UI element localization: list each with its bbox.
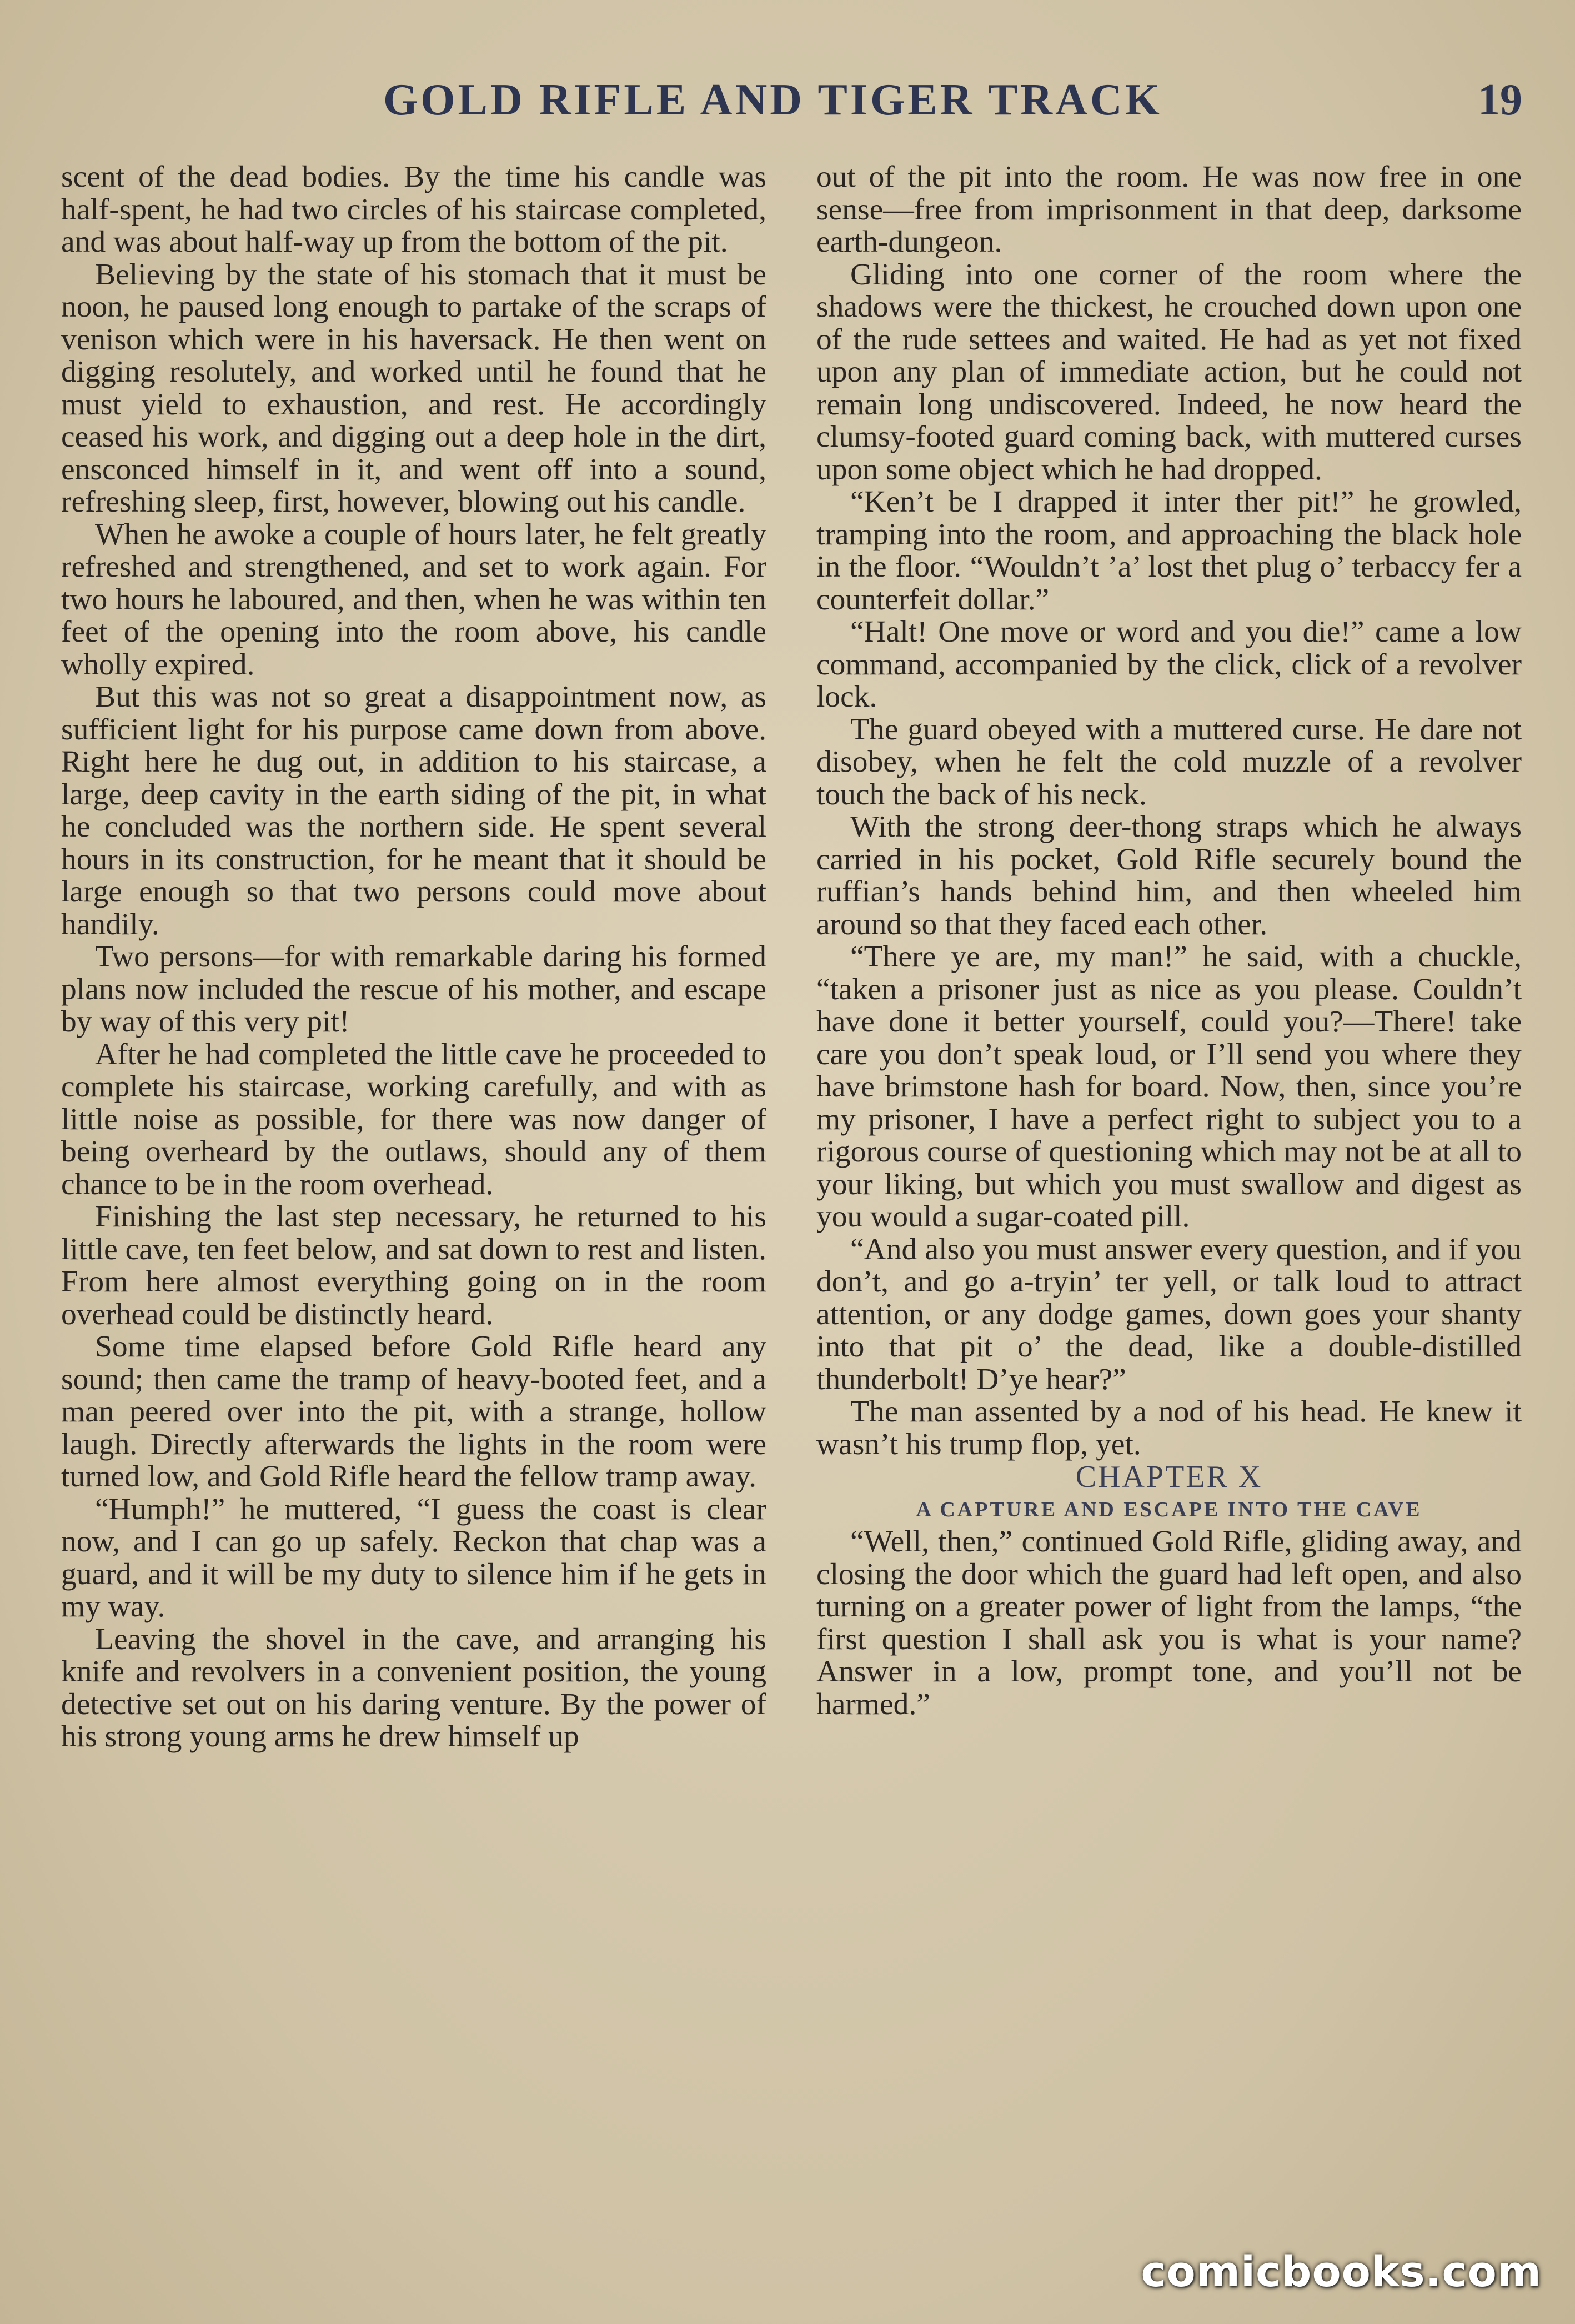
right-column <box>816 161 1522 1721</box>
paragraph: “Halt! One move or word and you die!” came a low command, accompanied by the click, click of a revolver lock. <box>816 615 1522 714</box>
page-number: 19 <box>1478 76 1522 124</box>
paragraph: After he had completed the little cave he proceeded to complete his staircase, working carefully, and with as little noise as possible, for there was now danger of being overheard by the outlaws, should any of them chance to be in the room overhead. <box>61 1037 766 1201</box>
chapter-subtitle: A CAPTURE AND ESCAPE INTO THE CAVE <box>916 1497 1422 1521</box>
paragraph: “And also you must answer every question, and if you don’t, and go a-tryin’ ter yell, or talk loud to attract attention, or any dodge games, down goes your shanty into that pit o’ the dead, like a double-distilled thunderbolt! D’ye hear?” <box>816 1232 1522 1396</box>
paragraph: Gliding into one corner of the room where the shadows were the thickest, he crouched down upon one of the rude settees and waited. He had as yet not fixed upon any plan of immediate action, but he could not remain long undiscovered. Indeed, he now heard the clumsy-footed guard coming back, with muttered curses upon some object which he had dropped. <box>816 257 1522 487</box>
paragraph: Two persons—for with remarkable daring his formed plans now included the rescue of his mother, and escape by way of this very pit! <box>61 940 766 1039</box>
paragraph: “Well, then,” continued Gold Rifle, gliding away, and closing the door which the guard had left open, and also turning on a greater power of light from the lamps, “the first question I shall ask you is what is your name? Answer in a low, prompt tone, and you’ll not be harmed.” <box>816 1525 1522 1721</box>
paragraph: “Ken’t be I drapped it inter ther pit!” he growled, tramping into the room, and approaching the black hole in the floor. “Wouldn’t ’a’ lost thet plug o’ terbaccy fer a counterfeit dollar.” <box>816 485 1522 617</box>
paragraph: out of the pit into the room. He was now free in one sense—free from imprisonment in that deep, darksome earth-dungeon. <box>816 160 1522 259</box>
paragraph: Believing by the state of his stomach that it must be noon, he paused long enough to partake of the scraps of venison which were in his haversack. He then went on digging resolutely, and worked until he found that he must yield to exhaustion, and rest. He accordingly ceased his work, and digging out a deep hole in the dirt, ensconced himself in it, and went off into a sound, refreshing sleep, first, however, blowing out his candle. <box>61 257 766 519</box>
site-watermark: comicbooks.com <box>1141 2247 1542 2296</box>
left-column <box>61 161 766 1754</box>
book-title: GOLD RIFLE AND TIGER TRACK <box>383 76 1162 124</box>
paragraph: The man assented by a nod of his head. He knew it wasn’t his trump flop, yet. <box>816 1395 1522 1461</box>
paragraph: Some time elapsed before Gold Rifle heard any sound; then came the tramp of heavy-booted feet, and a man peered over into the pit, with a strange, hollow laugh. Directly afterwards the lights in the room were turned low, and Gold Rifle heard the fellow tramp away. <box>61 1330 766 1494</box>
paragraph: “There ye are, my man!” he said, with a chuckle, “taken a prisoner just as nice as you please. Couldn’t have done it better yourself, could you?—There! take care you don’t speak loud, or I’ll send you where they have brimstone hash for board. Now, then, since you’re my prisoner, I have a perfect right to subject you to a rigorous course of questioning which may not be at all to your liking, but which you must swallow and digest as you would a sugar-coated pill. <box>816 940 1522 1234</box>
paragraph: When he awoke a couple of hours later, he felt greatly refreshed and strengthened, and set to work again. For two hours he laboured, and then, when he was within ten feet of the opening into the room above, his candle wholly expired. <box>61 517 766 682</box>
paragraph: But this was not so great a disappointment now, as sufficient light for his purpose came down from above. Right here he dug out, in addition to his staircase, a large, deep cavity in the earth siding of the pit, in what he concluded was the northern side. He spent several hours in its construction, for he meant that it should be large enough so that two persons could move about handily. <box>61 680 766 941</box>
paragraph: Leaving the shovel in the cave, and arranging his knife and revolvers in a convenient position, the young detective set out on his daring venture. By the power of his strong young arms he drew himself up <box>61 1622 766 1754</box>
paragraph: Finishing the last step necessary, he returned to his little cave, ten feet below, and sat down to rest and listen. From here almost everything going on in the room overhead could be distinctly heard. <box>61 1200 766 1331</box>
paragraph: The guard obeyed with a muttered curse. He dare not disobey, when he felt the cold muzzle of a revolver touch the back of his neck. <box>816 712 1522 812</box>
paragraph: With the strong deer-thong straps which he always carried in his pocket, Gold Rifle securely bound the ruffian’s hands behind him, and then wheeled him around so that they faced each other. <box>816 810 1522 941</box>
paragraph: “Humph!” he muttered, “I guess the coast is clear now, and I can go up safely. Reckon that chap was a guard, and it will be my duty to silence him if he gets in my way. <box>61 1492 766 1624</box>
paragraph: scent of the dead bodies. By the time his candle was half-spent, he had two circles of his staircase completed, and was about half-way up from the bottom of the pit. <box>61 160 766 259</box>
chapter-heading: CHAPTER X <box>1075 1460 1263 1494</box>
running-head <box>0 75 1575 131</box>
